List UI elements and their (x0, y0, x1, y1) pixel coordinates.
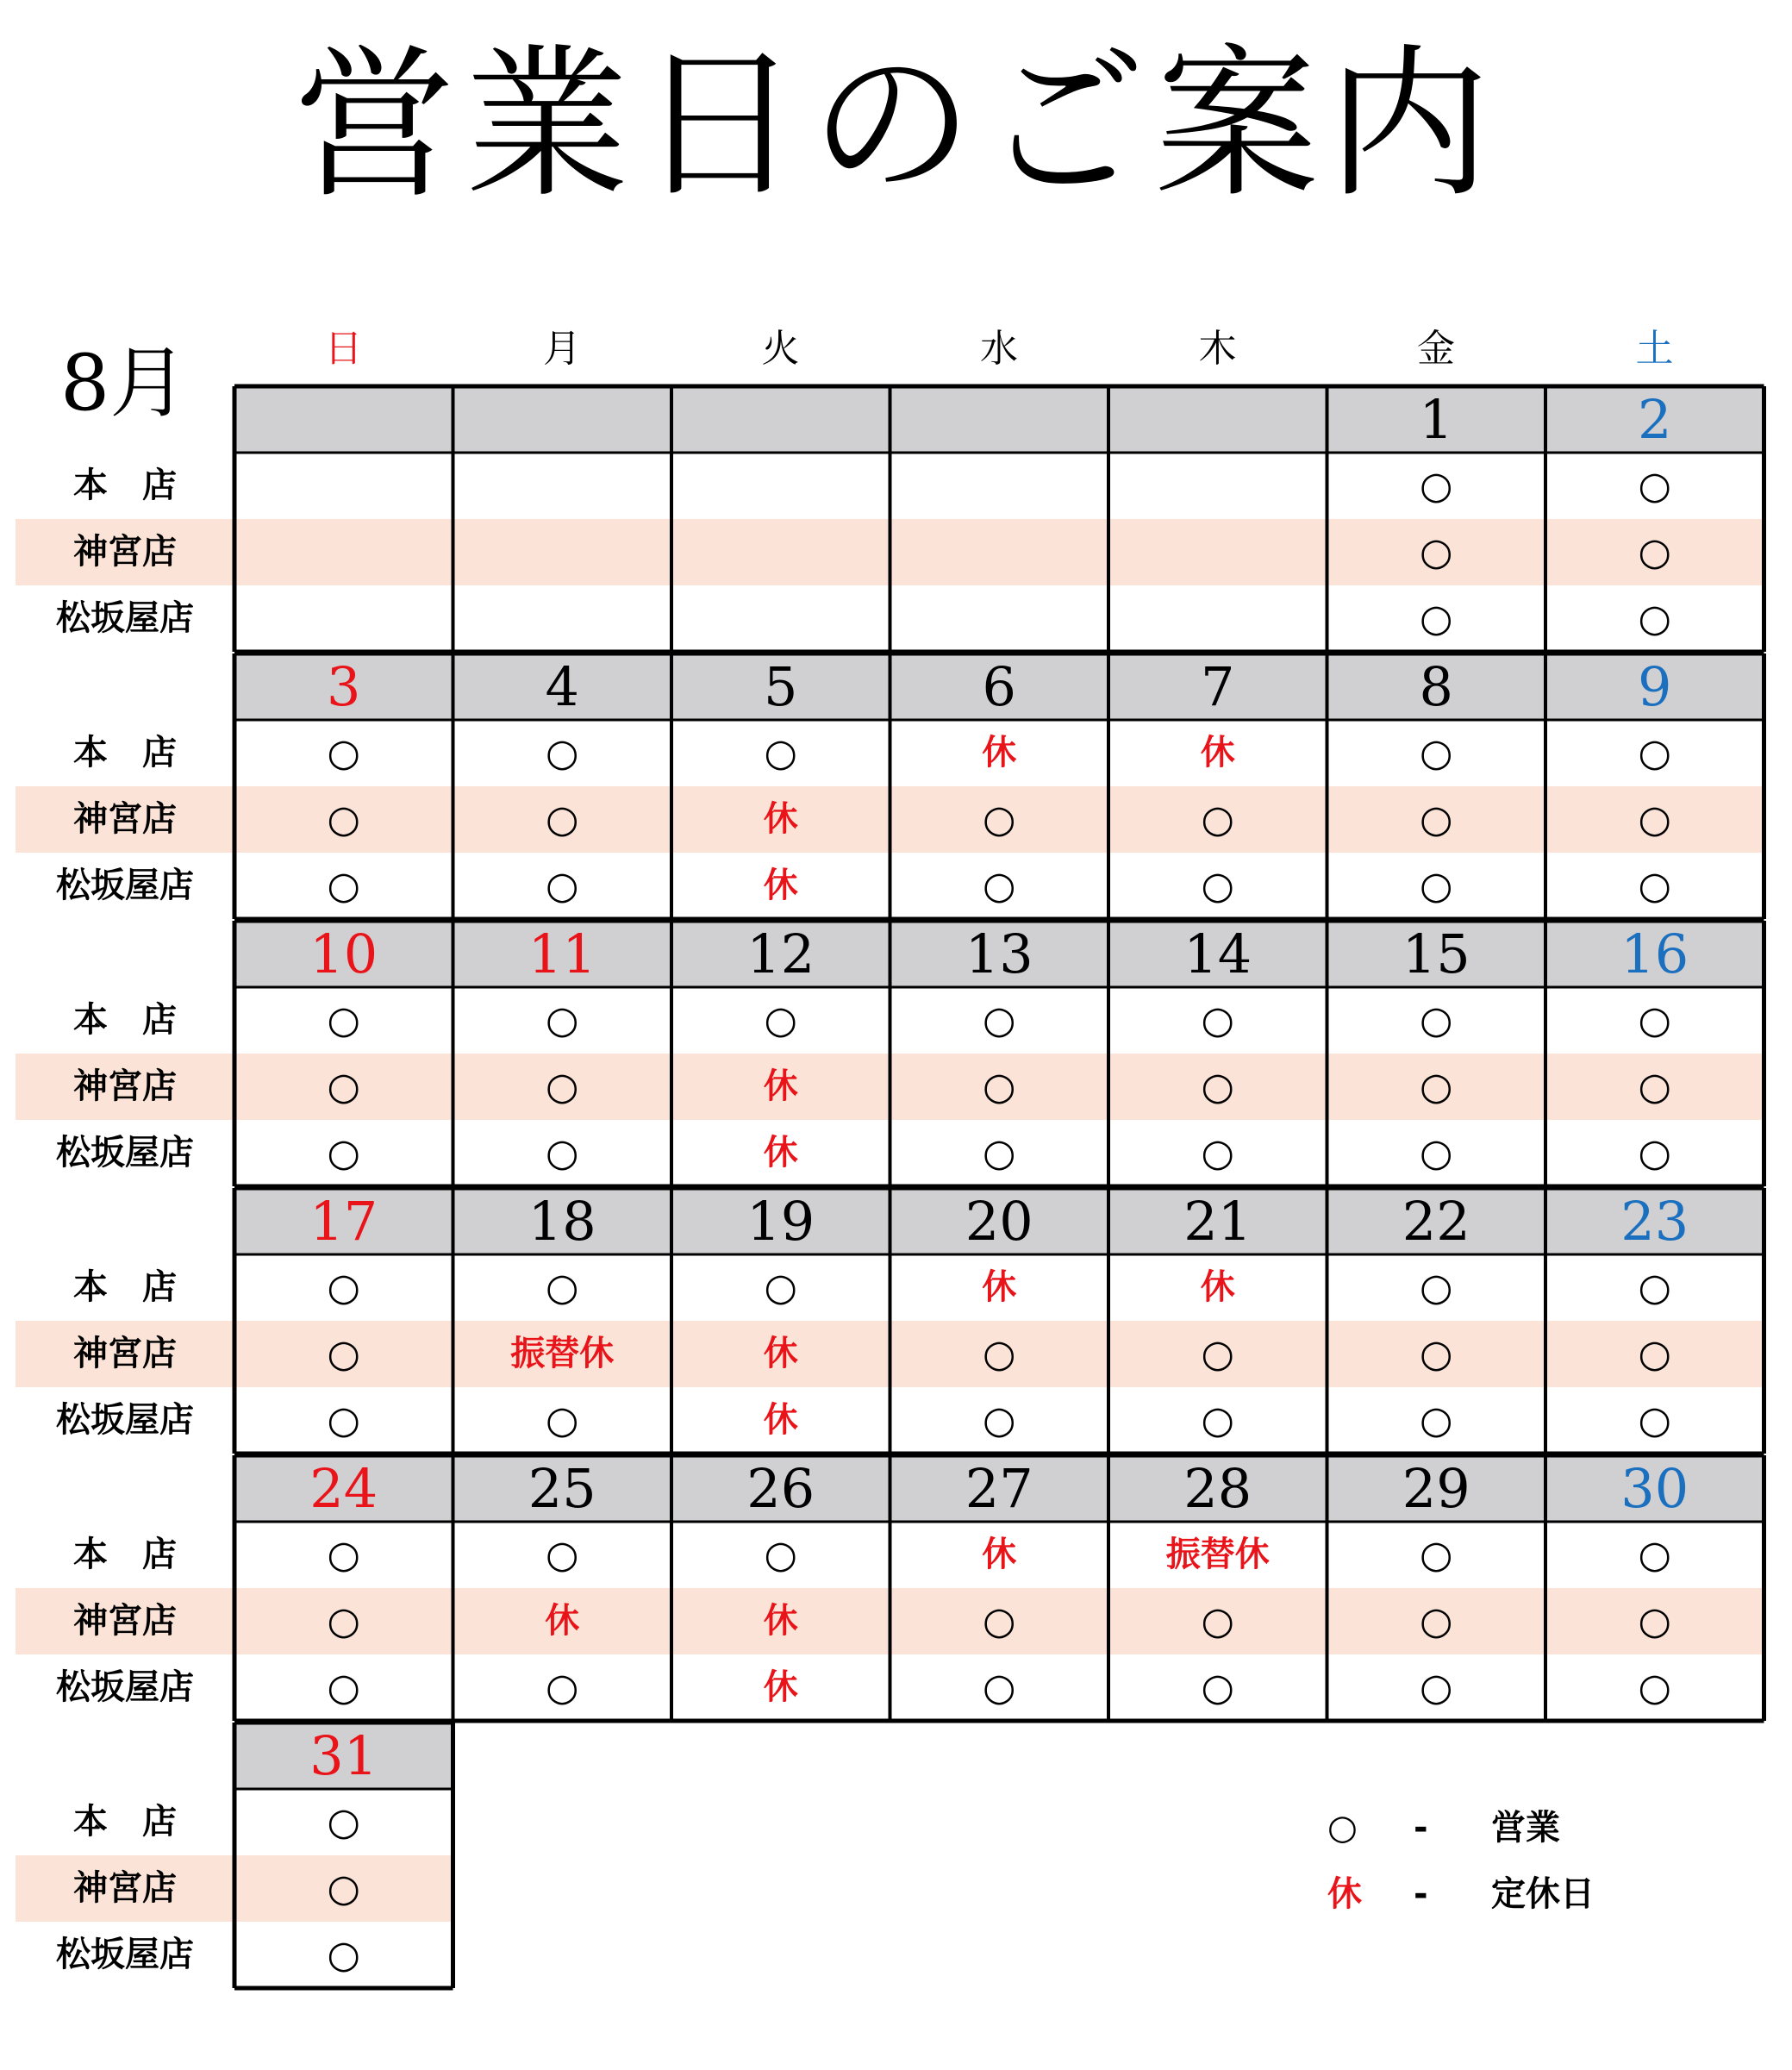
store-label: 本 店 (73, 1535, 177, 1574)
status-open: ○ (1201, 1065, 1234, 1109)
day-number: 10 (309, 922, 378, 985)
status-open: ○ (764, 1266, 797, 1310)
day-number: 22 (1402, 1190, 1470, 1253)
status-open: ○ (1638, 1599, 1671, 1643)
status-closed: 休 (763, 799, 798, 839)
day-number: 5 (764, 655, 798, 718)
day-number: 12 (746, 922, 815, 985)
status-closed: 休 (763, 1400, 798, 1440)
status-open: ○ (327, 998, 360, 1042)
day-number: 20 (965, 1190, 1033, 1253)
store-label: 松坂屋店 (56, 1400, 194, 1440)
day-number: 21 (1183, 1190, 1252, 1253)
status-open: ○ (327, 1398, 360, 1442)
store-label: 神宮店 (73, 1334, 177, 1373)
store-label: 神宮店 (73, 1601, 177, 1641)
status-closed: 振替休 (1165, 1535, 1270, 1574)
store-label: 本 店 (73, 1000, 177, 1040)
status-open: ○ (327, 1933, 360, 1977)
status-closed: 休 (545, 1601, 580, 1641)
store-label: 松坂屋店 (56, 1935, 194, 1974)
status-open: ○ (1420, 1599, 1453, 1643)
day-number: 9 (1638, 655, 1672, 718)
status-open: ○ (1638, 530, 1671, 574)
status-open: ○ (327, 1867, 360, 1911)
status-open: ○ (1201, 1398, 1234, 1442)
legend-meaning: 営業 (1491, 1808, 1560, 1848)
status-closed: 休 (763, 866, 798, 905)
day-number: 6 (982, 655, 1016, 718)
weekday-header: 月 (543, 327, 581, 371)
status-closed: 休 (763, 1601, 798, 1641)
status-open: ○ (1638, 1065, 1671, 1109)
legend-symbol: ○ (1327, 1808, 1358, 1848)
status-open: ○ (1420, 1332, 1453, 1376)
status-open: ○ (1638, 597, 1671, 641)
store-label: 松坂屋店 (56, 1667, 194, 1707)
status-open: ○ (1420, 731, 1453, 775)
status-open: ○ (983, 1666, 1016, 1710)
status-closed: 休 (982, 1267, 1017, 1307)
status-open: ○ (764, 731, 797, 775)
day-number: 4 (545, 655, 579, 718)
store-label: 松坂屋店 (56, 1133, 194, 1173)
day-number: 27 (965, 1457, 1033, 1520)
weekday-header: 木 (1198, 327, 1237, 371)
status-open: ○ (1638, 797, 1671, 841)
day-number: 18 (528, 1190, 596, 1253)
weekday-header: 水 (980, 327, 1018, 371)
store-label: 神宮店 (73, 799, 177, 839)
status-open: ○ (327, 1332, 360, 1376)
status-open: ○ (983, 1065, 1016, 1109)
store-label: 本 店 (73, 466, 177, 505)
legend-dash: - (1414, 1874, 1428, 1914)
status-open: ○ (1638, 1533, 1671, 1577)
status-closed: 振替休 (510, 1334, 615, 1373)
status-open: ○ (983, 998, 1016, 1042)
store-label: 神宮店 (73, 1868, 177, 1908)
status-open: ○ (1420, 1266, 1453, 1310)
status-open: ○ (983, 1398, 1016, 1442)
day-number: 24 (309, 1457, 378, 1520)
status-open: ○ (1638, 1332, 1671, 1376)
status-open: ○ (1638, 1266, 1671, 1310)
status-open: ○ (1201, 1599, 1234, 1643)
status-open: ○ (1638, 731, 1671, 775)
status-open: ○ (1420, 797, 1453, 841)
status-open: ○ (327, 864, 360, 908)
status-open: ○ (546, 864, 579, 908)
status-open: ○ (1201, 998, 1234, 1042)
store-label: 松坂屋店 (56, 866, 194, 905)
status-open: ○ (327, 731, 360, 775)
status-open: ○ (983, 1131, 1016, 1175)
status-open: ○ (1638, 464, 1671, 508)
status-open: ○ (983, 1599, 1016, 1643)
status-open: ○ (1420, 1065, 1453, 1109)
weekday-header: 金 (1417, 327, 1455, 371)
status-open: ○ (1420, 1666, 1453, 1710)
weekday-header: 土 (1635, 327, 1674, 371)
store-label: 神宮店 (73, 1066, 177, 1106)
status-open: ○ (546, 1131, 579, 1175)
day-number: 11 (528, 922, 596, 985)
status-open: ○ (327, 1065, 360, 1109)
day-number: 31 (309, 1724, 378, 1787)
store-label: 本 店 (73, 733, 177, 772)
status-open: ○ (1201, 1332, 1234, 1376)
status-open: ○ (327, 1533, 360, 1577)
legend-dash: - (1414, 1808, 1428, 1848)
day-number: 26 (746, 1457, 815, 1520)
status-open: ○ (1420, 597, 1453, 641)
day-number: 1 (1419, 388, 1453, 451)
day-number: 16 (1620, 922, 1689, 985)
weekday-header: 日 (324, 327, 363, 371)
status-open: ○ (1420, 1533, 1453, 1577)
status-open: ○ (764, 998, 797, 1042)
status-open: ○ (1201, 1666, 1234, 1710)
status-open: ○ (546, 1533, 579, 1577)
day-number: 23 (1620, 1190, 1689, 1253)
status-closed: 休 (1200, 1267, 1235, 1307)
status-closed: 休 (763, 1334, 798, 1373)
store-label: 松坂屋店 (56, 598, 194, 638)
store-label: 神宮店 (73, 532, 177, 572)
day-number: 25 (528, 1457, 596, 1520)
day-number: 28 (1183, 1457, 1252, 1520)
day-number: 17 (309, 1190, 378, 1253)
day-number: 15 (1402, 922, 1470, 985)
store-label: 本 店 (73, 1267, 177, 1307)
status-open: ○ (1201, 864, 1234, 908)
status-open: ○ (546, 1398, 579, 1442)
status-open: ○ (1201, 1131, 1234, 1175)
status-open: ○ (327, 1666, 360, 1710)
status-open: ○ (546, 797, 579, 841)
status-open: ○ (327, 1800, 360, 1844)
status-open: ○ (1638, 1666, 1671, 1710)
status-open: ○ (1638, 1398, 1671, 1442)
status-closed: 休 (763, 1667, 798, 1707)
status-closed: 休 (982, 733, 1017, 772)
day-number: 19 (746, 1190, 815, 1253)
day-number: 29 (1402, 1457, 1470, 1520)
status-open: ○ (546, 1065, 579, 1109)
status-closed: 休 (982, 1535, 1017, 1574)
day-number: 3 (327, 655, 361, 718)
status-open: ○ (1420, 530, 1453, 574)
status-open: ○ (983, 864, 1016, 908)
legend-meaning: 定休日 (1491, 1874, 1595, 1914)
day-number: 14 (1183, 922, 1252, 985)
status-open: ○ (546, 1266, 579, 1310)
status-open: ○ (983, 797, 1016, 841)
status-open: ○ (1420, 864, 1453, 908)
store-label: 本 店 (73, 1802, 177, 1842)
day-number: 30 (1620, 1457, 1689, 1520)
status-open: ○ (1420, 1398, 1453, 1442)
day-number: 8 (1419, 655, 1453, 718)
status-open: ○ (1201, 797, 1234, 841)
status-open: ○ (327, 797, 360, 841)
weekday-header: 火 (761, 327, 800, 371)
day-number: 13 (965, 922, 1033, 985)
status-open: ○ (1420, 464, 1453, 508)
status-open: ○ (1638, 998, 1671, 1042)
status-open: ○ (546, 731, 579, 775)
day-number: 7 (1201, 655, 1235, 718)
legend-symbol: 休 (1327, 1874, 1362, 1914)
status-open: ○ (546, 998, 579, 1042)
status-closed: 休 (763, 1066, 798, 1106)
status-open: ○ (327, 1131, 360, 1175)
status-open: ○ (327, 1266, 360, 1310)
status-open: ○ (983, 1332, 1016, 1376)
status-open: ○ (1420, 1131, 1453, 1175)
status-open: ○ (764, 1533, 797, 1577)
status-closed: 休 (1200, 733, 1235, 772)
status-open: ○ (327, 1599, 360, 1643)
status-open: ○ (1638, 864, 1671, 908)
status-open: ○ (1420, 998, 1453, 1042)
status-open: ○ (546, 1666, 579, 1710)
page-title: 営業日のご案内 (292, 29, 1500, 220)
day-number: 2 (1638, 388, 1672, 451)
month-label: 8月 (60, 338, 188, 428)
status-open: ○ (1638, 1131, 1671, 1175)
status-closed: 休 (763, 1133, 798, 1173)
